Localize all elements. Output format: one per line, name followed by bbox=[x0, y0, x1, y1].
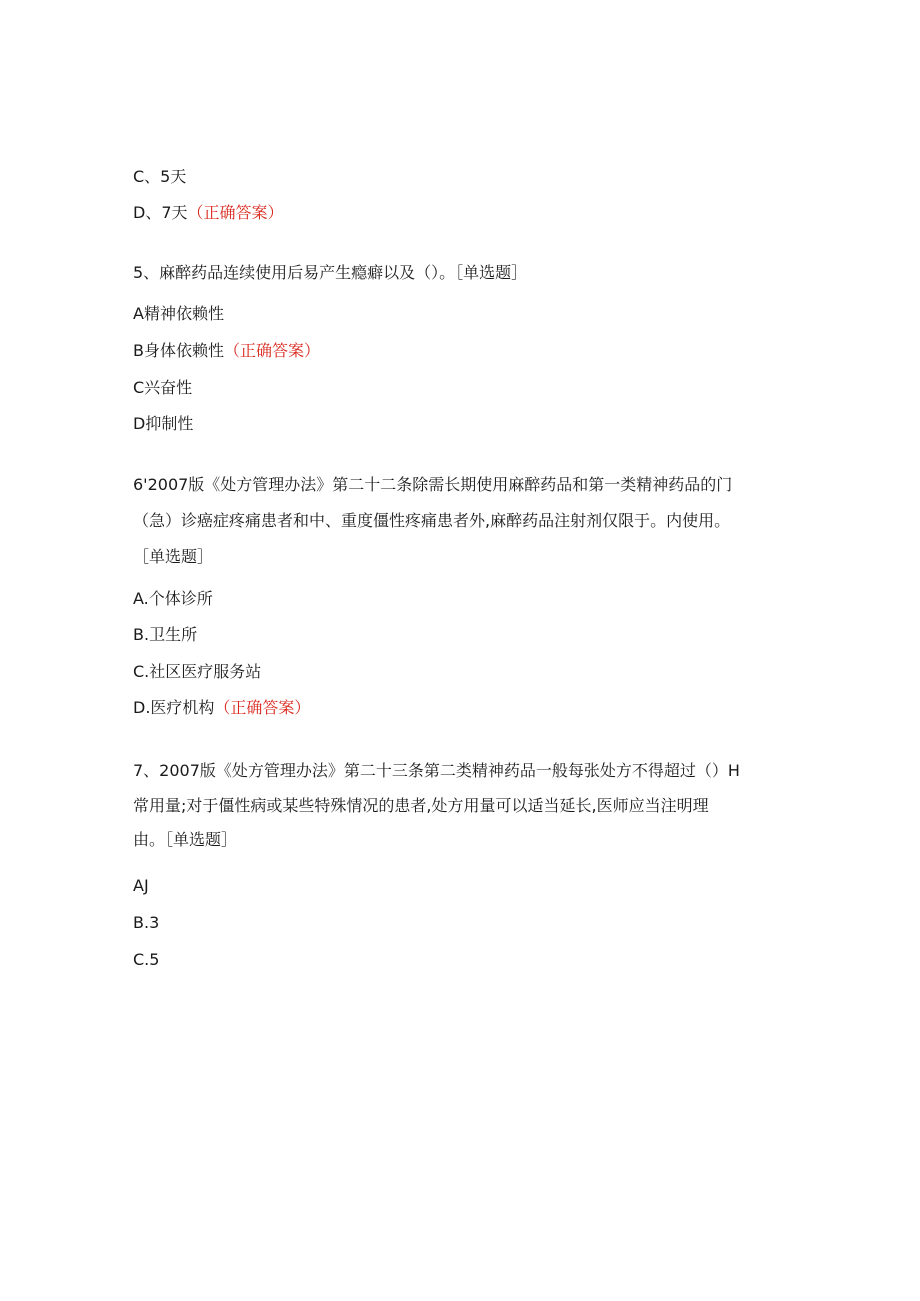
option-text: D.医疗机构 bbox=[133, 698, 215, 717]
option-text: C.社区医疗服务站 bbox=[133, 662, 262, 681]
q7-option-a bbox=[133, 875, 149, 897]
option-text: D抑制性 bbox=[133, 414, 194, 433]
option-text: B.卫生所 bbox=[133, 625, 198, 644]
correct-answer-marker: （正确答案） bbox=[214, 698, 311, 717]
correct-answer-marker: （正确答案） bbox=[223, 341, 320, 360]
q7-stem-line-1: 7、2007版《处方管理办法》第二十三条第二类精神药品一般每张处方不得超过（）H bbox=[133, 761, 740, 780]
q7-stem-line-2: 常用量;对于僵性病或某些特殊情况的患者,处方用量可以适当延长,医师应当注明理 bbox=[133, 796, 709, 815]
q5-option-d bbox=[133, 413, 193, 435]
q6-stem-line-1: 6'2007版《处方管理办法》第二十二条除需长期使用麻醉药品和第一类精神药品的门 bbox=[133, 475, 733, 494]
option-text: C、5天 bbox=[133, 167, 187, 186]
q4-option-d bbox=[133, 202, 284, 224]
q5-option-a bbox=[133, 303, 224, 325]
option-text: A.个体诊所 bbox=[133, 589, 213, 608]
q6-option-b bbox=[133, 624, 197, 646]
q5-option-b bbox=[133, 340, 320, 362]
option-text: A精神依赖性 bbox=[133, 304, 224, 323]
option-text: C.5 bbox=[133, 950, 160, 969]
q6-option-d bbox=[133, 697, 310, 719]
q6-stem-line-2: （急）诊癌症疼痛患者和中、重度僵性疼痛患者外,麻醉药品注射剂仅限于。内使用。 bbox=[133, 511, 731, 530]
option-text: AJ bbox=[133, 876, 149, 895]
q7-option-c bbox=[133, 949, 159, 971]
q6-option-c bbox=[133, 661, 261, 683]
option-text: D、7天 bbox=[133, 203, 188, 222]
q5-stem: 5、麻醉药品连续使用后易产生瘾癖以及（）。［单选题］ bbox=[133, 263, 528, 282]
q7-stem-line-3: 由。［单选题］ bbox=[133, 830, 238, 849]
option-text: C兴奋性 bbox=[133, 378, 193, 397]
option-text: B.3 bbox=[133, 913, 160, 932]
option-text: B身体依赖性 bbox=[133, 341, 224, 360]
q4-option-c bbox=[133, 166, 186, 188]
q7-option-b bbox=[133, 912, 159, 934]
q6-stem-line-3: ［单选题］ bbox=[133, 547, 214, 566]
correct-answer-marker: （正确答案） bbox=[187, 203, 284, 222]
q6-option-a bbox=[133, 588, 213, 610]
q5-option-c bbox=[133, 377, 192, 399]
